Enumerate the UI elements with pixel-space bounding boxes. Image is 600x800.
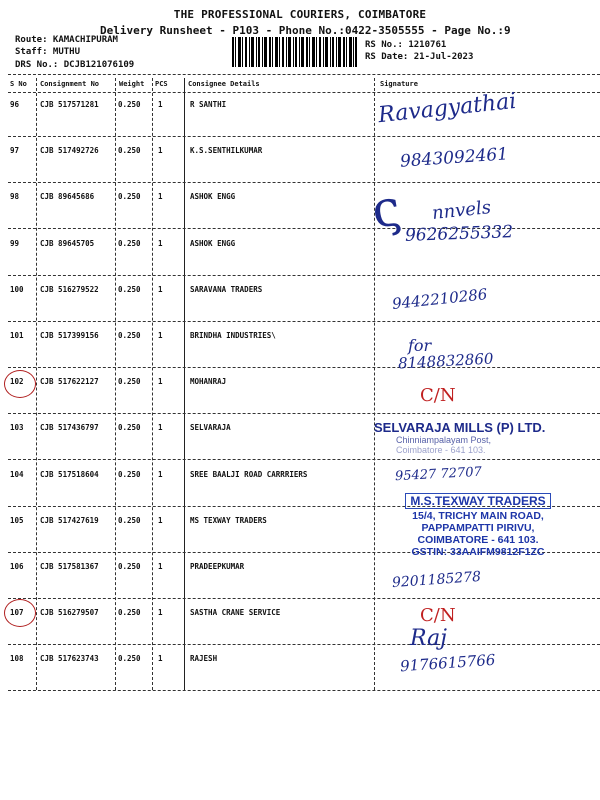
handwritten-signature: nnvels [431,196,492,225]
cell-sno: 108 [10,654,24,664]
table-row [0,277,600,323]
cell-cons: CJB 517571281 [40,100,99,109]
cell-consignee: BRINDHA INDUSTRIES\ [190,331,276,340]
rs-date: RS Date: 21-Jul-2023 [365,52,474,62]
handwritten-phone: 9201185278 [391,568,482,592]
cell-sno: 107 [10,608,24,618]
table-row [0,646,600,692]
cell-weight: 0.250 [118,377,141,387]
col-header-consignee: Consignee Details [188,80,260,88]
cell-cons: CJB 517581367 [40,562,99,571]
row-separator [8,413,600,414]
cell-sno: 104 [10,469,24,479]
cell-weight: 0.250 [118,423,141,433]
row-separator [8,598,600,599]
cell-pcs: 1 [158,469,163,479]
cell-pcs: 1 [158,100,163,109]
row-highlight-circle [4,370,36,398]
cn-mark: C/N [420,385,456,406]
cell-consignee: SELVARAJA [190,423,231,433]
cell-weight: 0.250 [118,515,141,525]
cell-consignee: R SANTHI [190,100,227,109]
col-header-sno: S No [10,80,27,88]
cell-cons: CJB 516279507 [40,608,99,618]
cell-consignee: MS TEXWAY TRADERS [190,515,267,525]
barcode [232,37,357,67]
cell-pcs: 1 [158,146,163,156]
rs-number: RS No.: 1210761 [365,40,447,50]
cell-sno: 98 [10,192,20,202]
cell-consignee: K.S.SENTHILKUMAR [190,146,263,156]
handwritten-phone: 95427 72707 [394,464,483,485]
runsheet-title: Delivery Runsheet - P103 - Phone No.:0422-3505555 - Page No.:9 [100,24,511,37]
handwritten-phone: 9176615766 [399,650,496,676]
cell-consignee: SASTHA CRANE SERVICE [190,608,281,618]
cell-sno: 100 [10,284,24,294]
table-row [0,323,600,369]
cell-weight: 0.250 [118,100,141,109]
cell-sno: 103 [10,423,24,433]
cell-cons: CJB 517436797 [40,423,99,433]
staff-label: Staff: MUTHU [15,47,81,57]
cell-consignee: RAJESH [190,654,218,664]
cell-pcs: 1 [158,377,163,387]
row-separator [8,690,600,691]
cell-weight: 0.250 [118,331,141,340]
cell-pcs: 1 [158,608,163,618]
handwritten-phone: 9626255332 [404,222,514,246]
cell-cons: CJB 517427619 [40,515,99,525]
cell-pcs: 1 [158,284,163,294]
table-row [0,554,600,600]
handwritten-signature: Raj [410,626,448,651]
cell-cons: CJB 517623743 [40,654,99,664]
stamp-line: PAPPAMPATTI PIRIVU, [421,522,535,534]
table-row [0,369,600,415]
handwritten-signature: ς [367,178,405,240]
table-row [0,600,600,646]
cell-weight: 0.250 [118,284,141,294]
cell-cons: CJB 517622127 [40,377,99,387]
cell-cons: CJB 517518604 [40,469,99,479]
stamp-line: SELVARAJA MILLS (P) LTD. [374,420,546,435]
row-separator [8,136,600,137]
handwritten-signature: Ravagyathai [377,88,518,129]
cell-pcs: 1 [158,238,163,248]
cell-pcs: 1 [158,331,163,340]
col-header-pcs: PCS [155,80,168,88]
cell-cons: CJB 89645705 [40,238,95,248]
cell-weight: 0.250 [118,562,141,571]
cell-consignee: SARAVANA TRADERS [190,284,263,294]
cell-consignee: ASHOK ENGG [190,192,236,202]
cell-cons: CJB 517399156 [40,331,99,340]
row-separator [8,182,600,183]
cell-weight: 0.250 [118,146,141,156]
cell-sno: 101 [10,331,24,340]
selvaraja-stamp [374,420,564,468]
cell-pcs: 1 [158,423,163,433]
stamp-line: Chinniampalayam Post, [396,435,492,445]
cell-consignee: ASHOK ENGG [190,238,236,248]
stamp-line: COIMBATORE - 641 103. [417,534,539,546]
cell-pcs: 1 [158,654,163,664]
cell-sno: 99 [10,238,20,248]
drs-number: DRS No.: DCJB121076109 [15,60,135,70]
company-name: THE PROFESSIONAL COURIERS, COIMBATORE [173,8,427,21]
stamp-line: GSTIN: 33AAIFM9812F1ZC [411,546,545,558]
cell-sno: 102 [10,377,24,387]
route-label: Route: KAMACHIPURAM [15,35,118,45]
cell-weight: 0.250 [118,238,141,248]
cell-consignee: PRADEEPKUMAR [190,562,245,571]
stamp-line: M.S.TEXWAY TRADERS [405,493,550,509]
handwritten-phone: 9843092461 [399,144,509,172]
cell-pcs: 1 [158,515,163,525]
cell-sno: 105 [10,515,24,525]
col-header-weight: Weight [119,80,145,88]
cell-sno: 97 [10,146,20,156]
row-highlight-circle [4,599,36,627]
handwritten-signature: for [408,336,432,355]
cell-weight: 0.250 [118,654,141,664]
table-top-rule [8,74,600,75]
cell-pcs: 1 [158,562,163,571]
cn-mark: C/N [420,605,456,626]
handwritten-phone: 8148832860 [397,349,494,373]
row-separator [8,321,600,322]
cell-weight: 0.250 [118,192,141,202]
row-separator [8,275,600,276]
cell-consignee: MOHANRAJ [190,377,227,387]
row-separator [8,644,600,645]
col-header-signature: Signature [380,80,418,88]
stamp-line: 15/4, TRICHY MAIN ROAD, [412,510,544,522]
row-separator [8,367,600,368]
cell-sno: 106 [10,562,24,571]
handwritten-phone: 9442210286 [391,285,489,313]
cell-cons: CJB 516279522 [40,284,99,294]
cell-sno: 96 [10,100,20,109]
col-header-consignment: Consignment No [40,80,100,88]
texway-stamp [380,492,576,556]
cell-cons: CJB 89645686 [40,192,95,202]
cell-cons: CJB 517492726 [40,146,99,156]
cell-weight: 0.250 [118,608,141,618]
cell-pcs: 1 [158,192,163,202]
stamp-line: Coimbatore - 641 103. [396,445,486,455]
cell-consignee: SREE BAALJI ROAD CARRRIERS [190,469,308,479]
table-row [0,138,600,184]
cell-weight: 0.250 [118,469,141,479]
